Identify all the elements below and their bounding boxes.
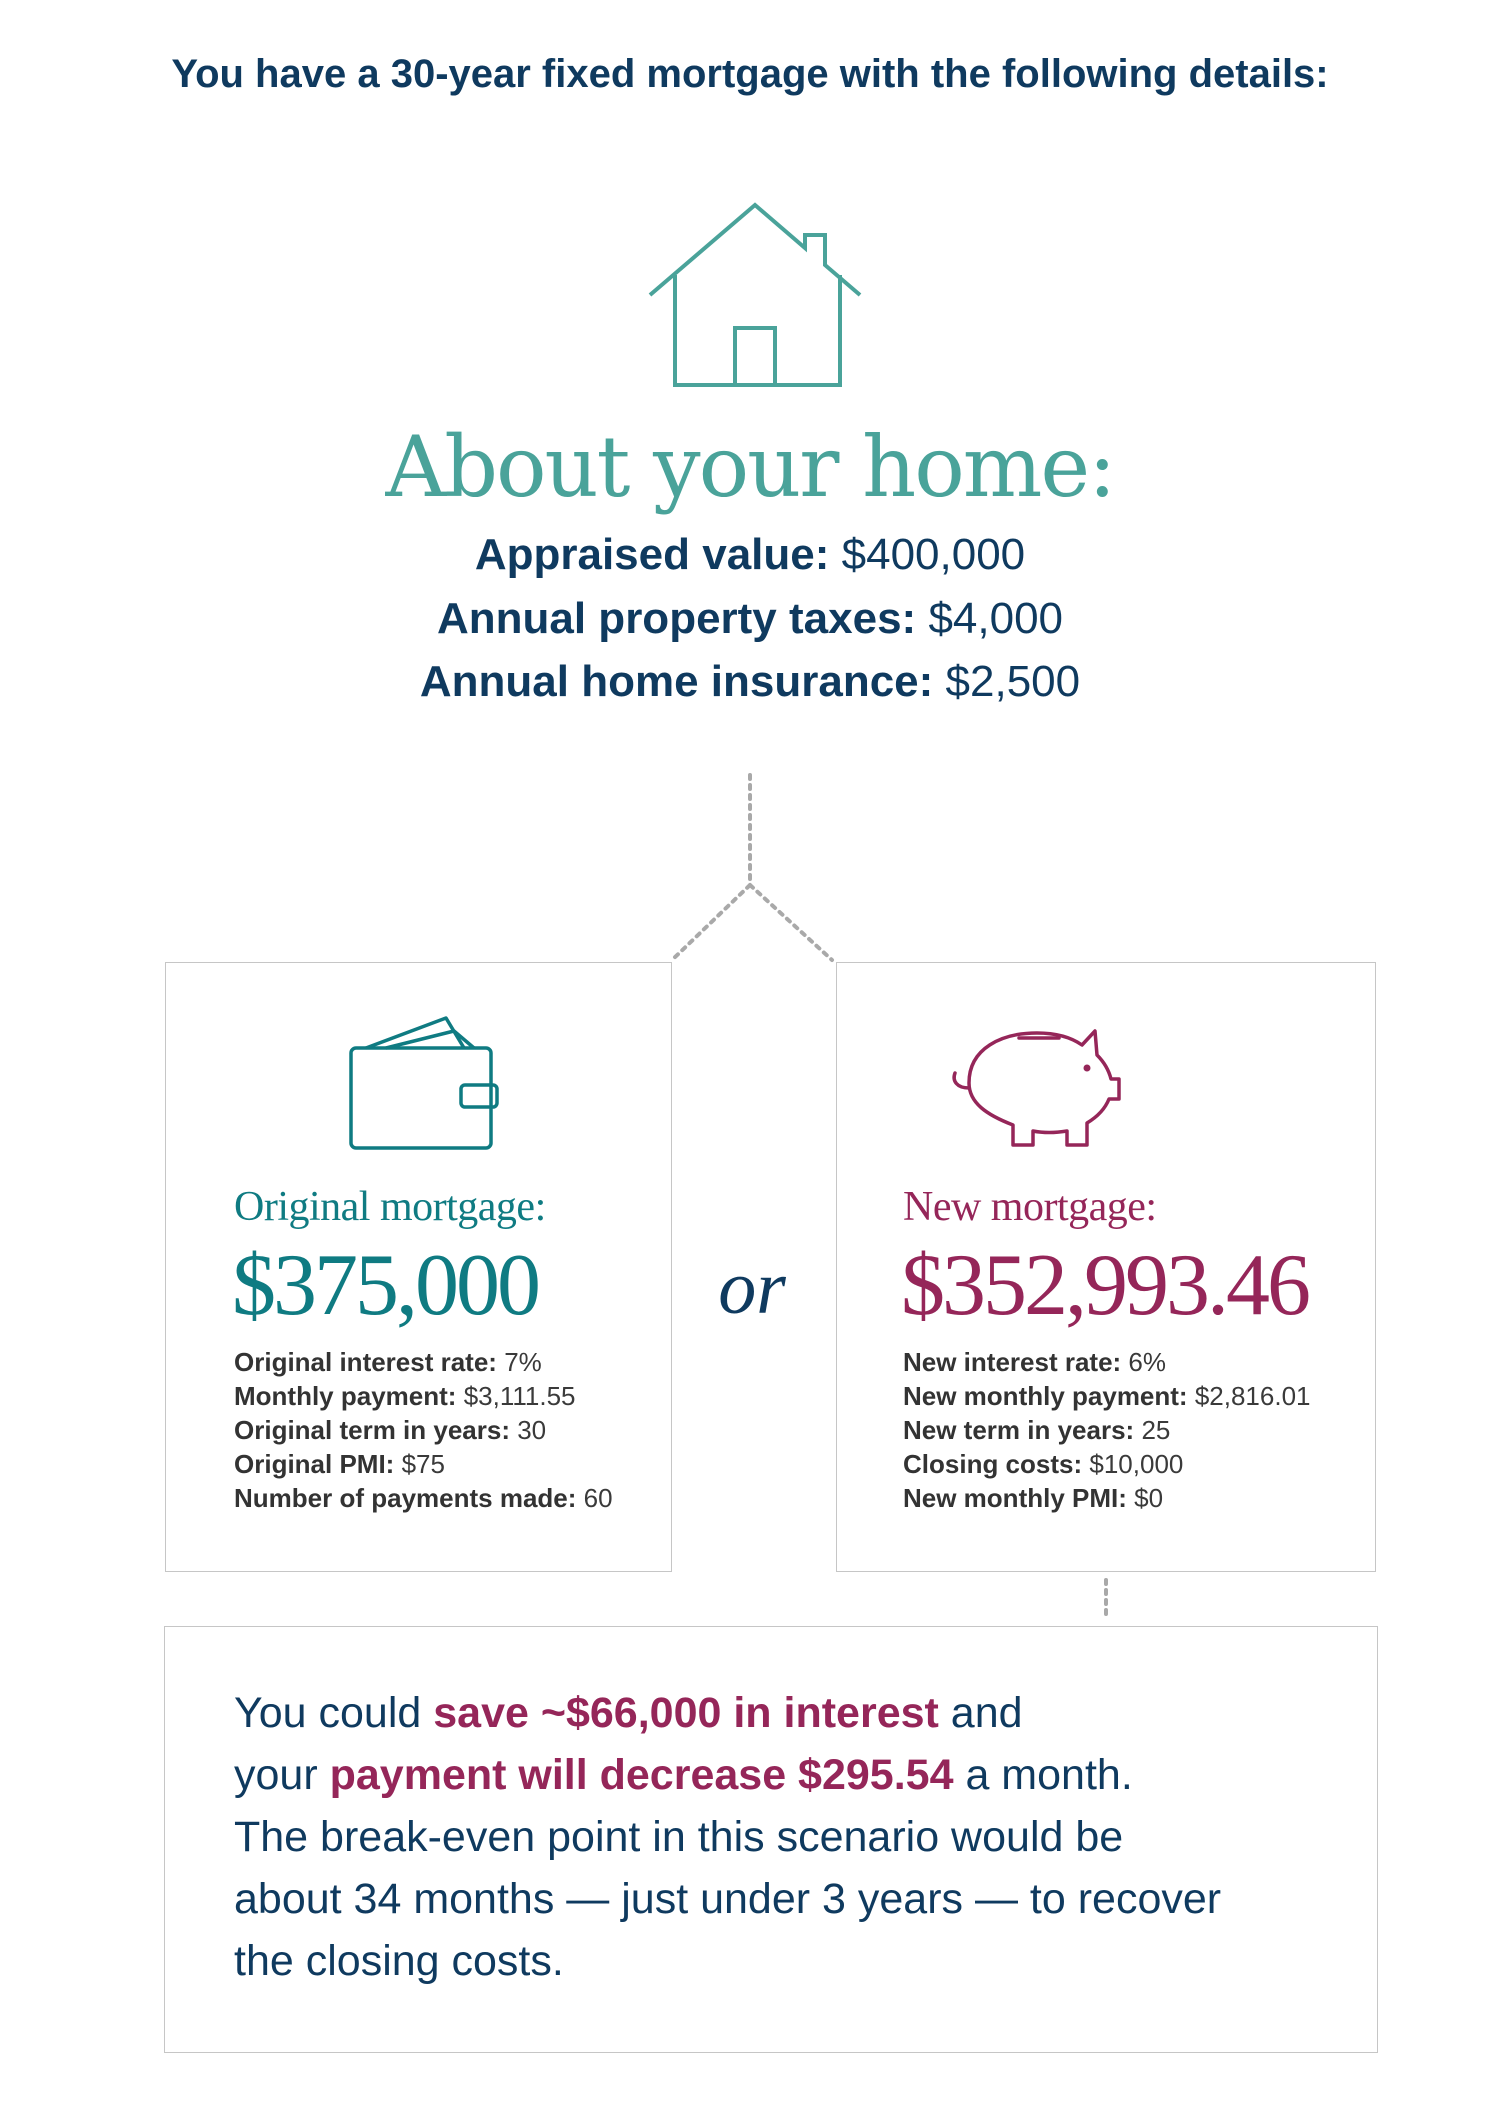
- detail-row: [903, 1481, 1363, 1515]
- detail-label: Closing costs:: [903, 1449, 1083, 1479]
- detail-row: [234, 1481, 654, 1515]
- new-details-list: [903, 1345, 1363, 1515]
- fact-value: $400,000: [841, 530, 1026, 579]
- fact-label: Annual property taxes:: [436, 594, 917, 643]
- summary-text-part: your: [234, 1751, 330, 1799]
- fact-label: Annual home insurance:: [419, 657, 934, 706]
- detail-value: 6%: [1128, 1347, 1166, 1377]
- interest-savings-highlight: save ~$66,000 in interest: [433, 1689, 939, 1737]
- detail-value: 30: [517, 1415, 547, 1445]
- detail-row: [903, 1345, 1363, 1379]
- detail-label: New monthly PMI:: [903, 1483, 1127, 1513]
- or-separator: or: [718, 1246, 786, 1330]
- home-section-title: About your home:: [385, 418, 1115, 516]
- detail-row: [903, 1413, 1363, 1447]
- detail-row: [234, 1447, 654, 1481]
- detail-value: $2,816.01: [1194, 1381, 1311, 1411]
- summary-line-3: The break-even point in this scenario would be: [234, 1813, 1124, 1861]
- fact-value: $2,500: [945, 657, 1081, 706]
- page-heading: You have a 30-year fixed mortgage with the following details:: [171, 52, 1329, 96]
- fact-value: $4,000: [928, 594, 1064, 643]
- detail-value: $0: [1134, 1483, 1164, 1513]
- detail-label: New term in years:: [903, 1415, 1135, 1445]
- detail-value: 60: [583, 1483, 613, 1513]
- detail-value: $75: [401, 1449, 445, 1479]
- new-mortgage-title: New mortgage:: [903, 1184, 1157, 1230]
- summary-line-2: [234, 1744, 1354, 1806]
- detail-row: [903, 1379, 1363, 1413]
- detail-row: [234, 1379, 654, 1413]
- piggy-bank-icon: [947, 1013, 1122, 1153]
- wallet-icon: [346, 1013, 501, 1153]
- detail-row: [234, 1413, 654, 1447]
- detail-value: 25: [1141, 1415, 1171, 1445]
- original-details-list: [234, 1345, 654, 1515]
- detail-value: $3,111.55: [463, 1381, 576, 1411]
- fact-label: Appraised value:: [474, 530, 830, 579]
- detail-label: Original interest rate:: [234, 1347, 497, 1377]
- detail-row: [903, 1447, 1363, 1481]
- summary-text-part: You could: [234, 1689, 434, 1737]
- detail-label: Number of payments made:: [234, 1483, 577, 1513]
- summary-line-1: [234, 1682, 1354, 1744]
- summary-text-part: and: [938, 1689, 1023, 1737]
- detail-label: New interest rate:: [903, 1347, 1122, 1377]
- new-mortgage-card: [836, 962, 1376, 1572]
- summary-line-4: about 34 months — just under 3 years — to recover: [234, 1875, 1222, 1923]
- detail-label: New monthly payment:: [903, 1381, 1188, 1411]
- original-mortgage-title: Original mortgage:: [234, 1184, 546, 1230]
- original-mortgage-card: [165, 962, 672, 1572]
- detail-value: 7%: [504, 1347, 542, 1377]
- detail-value: $10,000: [1089, 1449, 1184, 1479]
- summary-line-5: the closing costs.: [234, 1937, 564, 1985]
- payment-decrease-highlight: payment will decrease $295.54: [329, 1751, 954, 1799]
- detail-row: [234, 1345, 654, 1379]
- summary-text-part: a month.: [953, 1751, 1133, 1799]
- new-mortgage-amount: $352,993.46: [901, 1237, 1308, 1334]
- detail-label: Original PMI:: [234, 1449, 395, 1479]
- detail-label: Monthly payment:: [234, 1381, 457, 1411]
- original-mortgage-amount: $375,000: [232, 1237, 538, 1334]
- detail-label: Original term in years:: [234, 1415, 510, 1445]
- summary-text: [234, 1682, 1354, 1992]
